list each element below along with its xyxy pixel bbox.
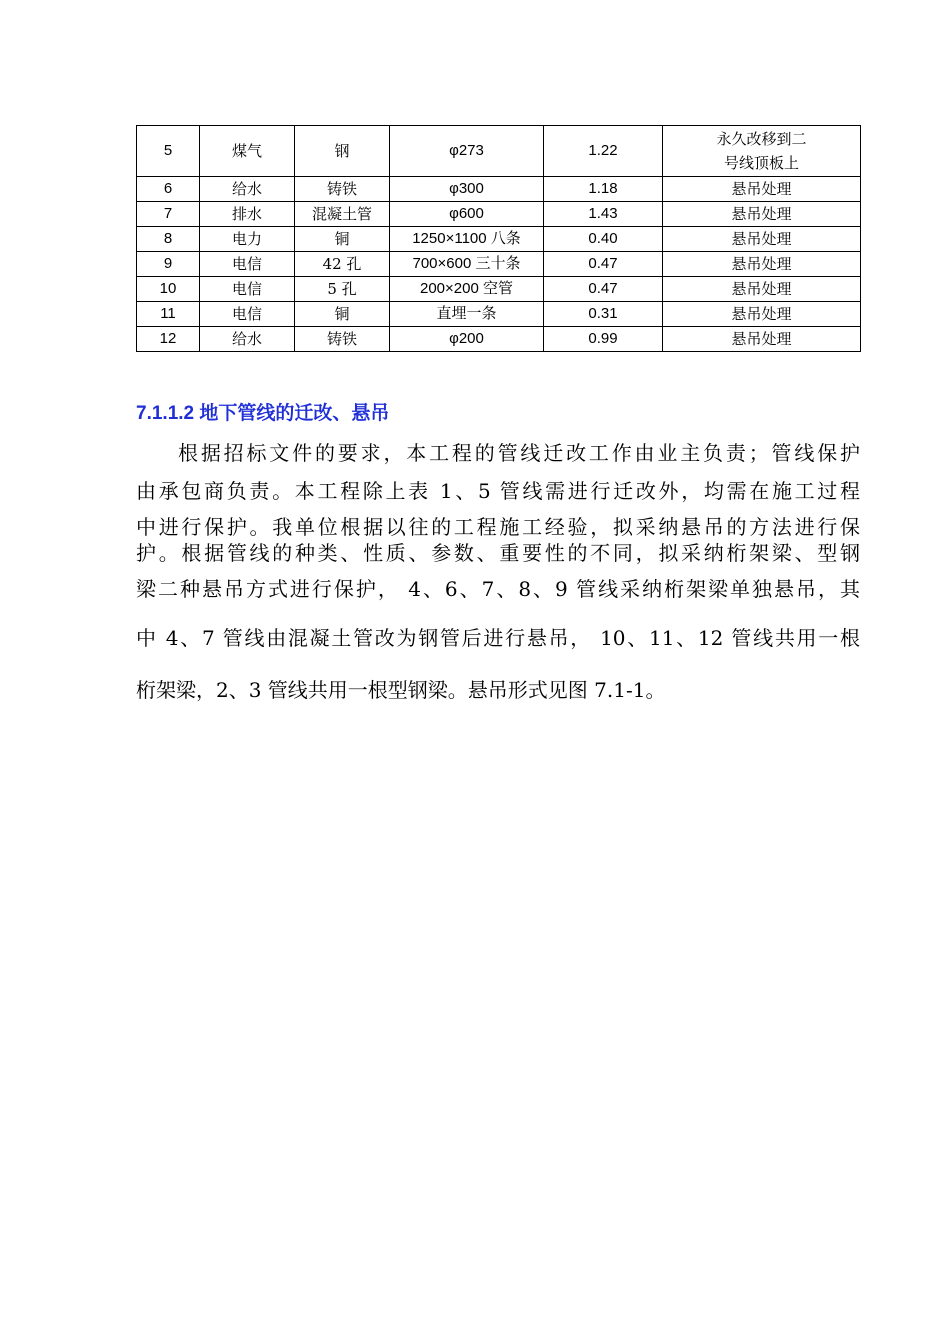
cell-spec: φ600 <box>390 202 544 227</box>
cell-spec: 700×600 三十条 <box>390 252 544 277</box>
paragraph-line: 中 4、7 管线由混凝土管改为钢管后进行悬吊， 10、11、12 管线共用一根 <box>136 626 860 650</box>
cell-note <box>663 126 861 177</box>
cell-depth: 1.43 <box>544 202 663 227</box>
cell-no: 8 <box>137 227 200 252</box>
cell-spec: 直埋一条 <box>390 302 544 327</box>
cell-spec: 200×200 空管 <box>390 277 544 302</box>
cell-material: 混凝土管 <box>295 202 390 227</box>
cell-material: 铸铁 <box>295 327 390 352</box>
cell-no: 11 <box>137 302 200 327</box>
table-row <box>137 227 861 252</box>
cell-depth: 1.22 <box>544 126 663 177</box>
cell-material: 铜 <box>295 227 390 252</box>
cell-depth: 0.31 <box>544 302 663 327</box>
cell-type: 给水 <box>200 177 295 202</box>
pipeline-table-body <box>137 126 861 352</box>
table-row <box>137 177 861 202</box>
cell-note-line: 号线顶板上 <box>723 154 799 172</box>
cell-material: 5 孔 <box>295 277 390 302</box>
cell-note: 悬吊处理 <box>663 227 861 252</box>
cell-no: 9 <box>137 252 200 277</box>
cell-material: 钢 <box>295 126 390 177</box>
cell-depth: 1.18 <box>544 177 663 202</box>
table-row <box>137 252 861 277</box>
cell-spec: φ273 <box>390 126 544 177</box>
table-row <box>137 126 861 177</box>
table-row <box>137 202 861 227</box>
cell-type: 给水 <box>200 327 295 352</box>
cell-note: 悬吊处理 <box>663 202 861 227</box>
cell-note: 悬吊处理 <box>663 277 861 302</box>
cell-no: 6 <box>137 177 200 202</box>
cell-type: 煤气 <box>200 126 295 177</box>
cell-type: 电力 <box>200 227 295 252</box>
cell-note-line: 永久改移到二 <box>716 130 807 148</box>
cell-note: 悬吊处理 <box>663 252 861 277</box>
cell-note: 悬吊处理 <box>663 327 861 352</box>
paragraph-line: 桁架梁，2、3 管线共用一根型钢梁。悬吊形式见图 7.1-1。 <box>136 678 666 702</box>
cell-type: 电信 <box>200 302 295 327</box>
cell-material: 铸铁 <box>295 177 390 202</box>
pipeline-table <box>136 125 861 352</box>
paragraph-line: 由承包商负责。本工程除上表 1、5 管线需进行迁改外，均需在施工过程 <box>136 479 860 503</box>
cell-spec: φ200 <box>390 327 544 352</box>
cell-spec: 1250×1100 八条 <box>390 227 544 252</box>
cell-depth: 0.40 <box>544 227 663 252</box>
paragraph-line: 梁二种悬吊方式进行保护， 4、6、7、8、9 管线采纳桁架梁单独悬吊，其 <box>136 577 860 601</box>
cell-type: 排水 <box>200 202 295 227</box>
cell-spec: φ300 <box>390 177 544 202</box>
cell-material: 42 孔 <box>295 252 390 277</box>
cell-no: 10 <box>137 277 200 302</box>
table-row <box>137 327 861 352</box>
paragraph-line: 根据招标文件的要求，本工程的管线迁改工作由业主负责；管线保护 <box>178 441 860 465</box>
cell-material: 铜 <box>295 302 390 327</box>
cell-no: 5 <box>137 126 200 177</box>
section-heading: 7.1.1.2 地下管线的迁改、悬吊 <box>136 403 390 424</box>
paragraph-line: 护。根据管线的种类、性质、参数、重要性的不同，拟采纳桁架梁、型钢 <box>136 541 860 565</box>
paragraph-line: 中进行保护。我单位根据以往的工程施工经验，拟采纳悬吊的方法进行保 <box>136 515 860 539</box>
cell-no: 7 <box>137 202 200 227</box>
cell-type: 电信 <box>200 252 295 277</box>
cell-no: 12 <box>137 327 200 352</box>
cell-depth: 0.99 <box>544 327 663 352</box>
cell-note: 悬吊处理 <box>663 177 861 202</box>
cell-depth: 0.47 <box>544 252 663 277</box>
cell-type: 电信 <box>200 277 295 302</box>
table-row <box>137 302 861 327</box>
table-row <box>137 277 861 302</box>
cell-note: 悬吊处理 <box>663 302 861 327</box>
cell-depth: 0.47 <box>544 277 663 302</box>
